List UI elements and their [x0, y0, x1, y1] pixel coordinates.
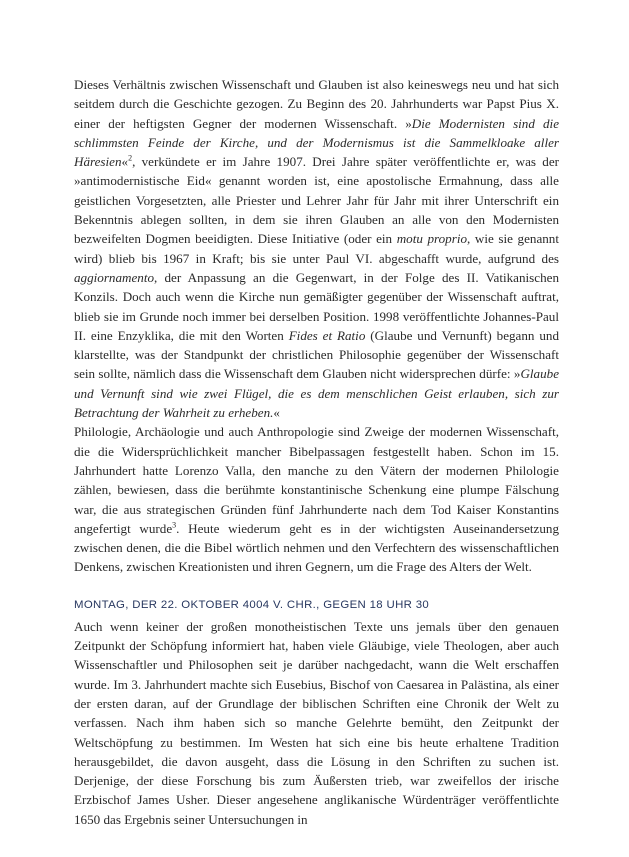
text-run: « [273, 405, 280, 421]
footnote-ref: 3 [172, 520, 177, 530]
footnote-ref: 2 [128, 153, 133, 163]
paragraph-philology [74, 422, 559, 576]
text-run: « [121, 154, 129, 170]
book-page [74, 75, 559, 829]
text-run: Auch wenn keiner der großen monotheistischen Texte uns jemals über den genauen Zeitpunkt der Schöpfung informiert hat, haben viele Gläubige, viele Theologen, aber auch Wissenschaftler und Philosophen seit je darüber nachgedacht, wann die Welt erschaffen wurde. Im 3. Jahrhundert machte sich Eusebius, Bischof von Caesarea in Palästina, als einer der ersten daran, auf der Grundlage der biblischen Schriften eine Chronik der Welt zu verfassen. Nach ihm haben sich so manche Gelehrte bemüht, den Zeitpunkt der Weltschöpfung zu bestimmen. Im Westen hat sich eine bis heute erhaltene Tradition herausgebildet, die davon ausgeht, dass die Lösung in den Schriften zu suchen ist. Derjenige, der diese Forschung bis zum Äußersten trieb, war zweifellos der irische Erzbischof James Usher. Dieser angesehene anglikanische Würdenträger veröffentlichte 1650 das Ergebnis seiner Untersuchungen in [74, 618, 559, 827]
italic-text: Fides et Ratio [288, 327, 366, 343]
text-run: (Glaube und Vernunft) begann und klarstellte, was der Standpunkt der christlichen Philosophie gegenüber der Wissenschaft sein sollte, nämlich dass die Wissenschaft dem Glauben nicht widersprechen dürfe: » [74, 327, 559, 382]
text-run: , der Anpassung an die Gegenwart, in der Folge des II. Vatikanischen Konzils. Doch auch wenn die Kirche nun gemäßigter gegenüber der Wissenschaft auftrat, blieb sie im Grunde noch immer bei derselben Position. 1998 veröffentlichte Johannes-Paul II. eine Enzyklika, die mit den Worten [74, 269, 559, 343]
italic-text: motu proprio [396, 231, 468, 247]
text-run: Philologie, Archäologie und auch Anthropologie sind Zweige der modernen Wissenschaft, die die Widersprüchlichkeit mancher Bibelpassagen festgestellt haben. Schon im 15. Jahrhundert hatte Lorenzo Valla, den manche zu den Vätern der modernen Philologie zählen, bewiesen, dass die berühmte konstantinische Schenkung eine plumpe Fälschung war, die aus strategischen Gründen fünf Jahrhunderte nach dem Tod Kaiser Konstantins angefertigt wurde [74, 424, 559, 536]
italic-text: Die Modernisten sind die schlimmsten Feinde der Kirche, und der Modernismus ist die Sammelkloake aller Häresien [74, 115, 560, 170]
text-run: Dieses Verhältnis zwischen Wissenschaft und Glauben ist also keineswegs neu und hat sich seitdem durch die Geschichte gezogen. Zu Beginn des 20. Jahrhunderts war Papst Pius X. einer der heftigsten Gegner der modernen Wissenschaft. » [74, 77, 559, 131]
italic-text: Glaube und Vernunft sind wie zwei Flügel, die es dem menschlichen Geist erlauben, sich zur Betrachtung der Wahrheit zu erheben. [74, 366, 559, 421]
text-run: . Heute wiederum geht es in der wichtigsten Auseinandersetzung zwischen denen, die die Bibel wörtlich nehmen und den Verfechtern des wissenschaftlichen Denkens, zwischen Kreationisten und ihren Gegnern, um die Frage des Alters der Welt. [74, 520, 559, 575]
italic-text: aggiornamento [74, 269, 155, 285]
paragraph-date-of-creation [74, 617, 559, 829]
paragraph-science-and-faith [74, 75, 559, 422]
text-run: , verkündete er im Jahre 1907. Drei Jahre später veröffentlichte er, was der »antimodernistische Eid« genannt worden ist, eine apostolische Ermahnung, dass alle geistlichen Vorgesetzten, alle Priester und Lehrer Jahr für Jahr mit ihrer Unterschrift ein Bekenntnis ablegen sollten, in dem sie ihren Glauben an alle von den Modernisten bezweifelten Dogmen beeidigten. Diese Initiative (oder ein [74, 154, 559, 247]
section-heading: MONTAG, DER 22. OKTOBER 4004 V. CHR., GEGEN 18 UHR 30 [74, 598, 430, 611]
text-run: , wie sie genannt wird) blieb bis 1967 in Kraft; bis sie unter Paul VI. abgeschafft wurde, aufgrund des [74, 231, 559, 266]
